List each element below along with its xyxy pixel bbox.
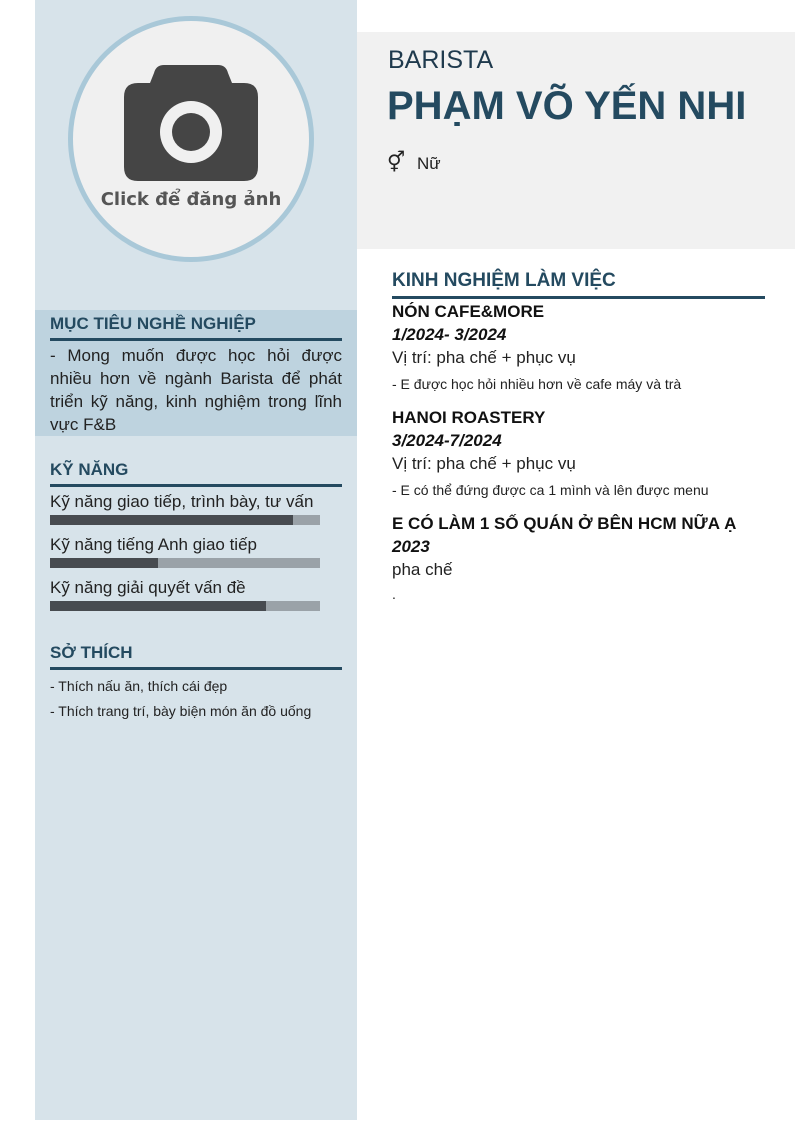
- skill-label: Kỹ năng giao tiếp, trình bày, tư vấn: [50, 492, 314, 511]
- photo-caption: Click để đăng ảnh: [100, 189, 282, 210]
- job-role: Vị trí: pha chế + phục vụ: [392, 348, 576, 367]
- hobby-item: - Thích trang trí, bày biện món ăn đồ uống: [50, 703, 312, 719]
- job-title: BARISTA: [388, 46, 494, 74]
- skill-bar-fill: [50, 558, 158, 568]
- job-description: - E được học hỏi nhiều hơn về cafe máy và trà: [392, 376, 682, 392]
- objective-text: - Mong muốn được học hỏi được nhiều hơn về ngành Barista để phát triển kỹ năng, kinh nghiệm trong lĩnh vực F&B: [50, 346, 342, 434]
- skill-label: Kỹ năng tiếng Anh giao tiếp: [50, 535, 257, 554]
- hobbies-title: SỞ THÍCH: [50, 643, 342, 670]
- job-description: .: [392, 586, 396, 602]
- company-name: NÓN CAFE&MORE: [392, 302, 545, 321]
- skill-bar: [50, 515, 320, 525]
- experience-title: KINH NGHIỆM LÀM VIỆC: [392, 270, 765, 299]
- work-period: 1/2024- 3/2024: [392, 325, 507, 344]
- company-name: HANOI ROASTERY: [392, 408, 546, 427]
- job-role: pha chế: [392, 560, 453, 579]
- skills-title: KỸ NĂNG: [50, 460, 342, 487]
- skill-bar: [50, 558, 320, 568]
- skill-bar-fill: [50, 601, 266, 611]
- job-description: - E có thể đứng được ca 1 mình và lên được menu: [392, 482, 709, 498]
- objective-title: MỤC TIÊU NGHỀ NGHIỆP: [50, 314, 342, 341]
- profile-photo-upload[interactable]: [68, 16, 314, 262]
- skill-bar-fill: [50, 515, 293, 525]
- work-period: 2023: [392, 537, 430, 556]
- hobby-item: - Thích nấu ăn, thích cái đẹp: [50, 678, 228, 694]
- skill-bar: [50, 601, 320, 611]
- camera-icon: [124, 61, 258, 181]
- gender-icon: ⚥: [387, 152, 406, 174]
- work-period: 3/2024-7/2024: [392, 431, 502, 450]
- skill-label: Kỹ năng giải quyết vấn đề: [50, 578, 246, 597]
- candidate-name: PHẠM VÕ YẾN NHI: [387, 84, 747, 128]
- company-name: E CÓ LÀM 1 SỐ QUÁN Ở BÊN HCM NỮA Ạ: [392, 514, 737, 533]
- gender-value: Nữ: [417, 154, 441, 173]
- job-role: Vị trí: pha chế + phục vụ: [392, 454, 576, 473]
